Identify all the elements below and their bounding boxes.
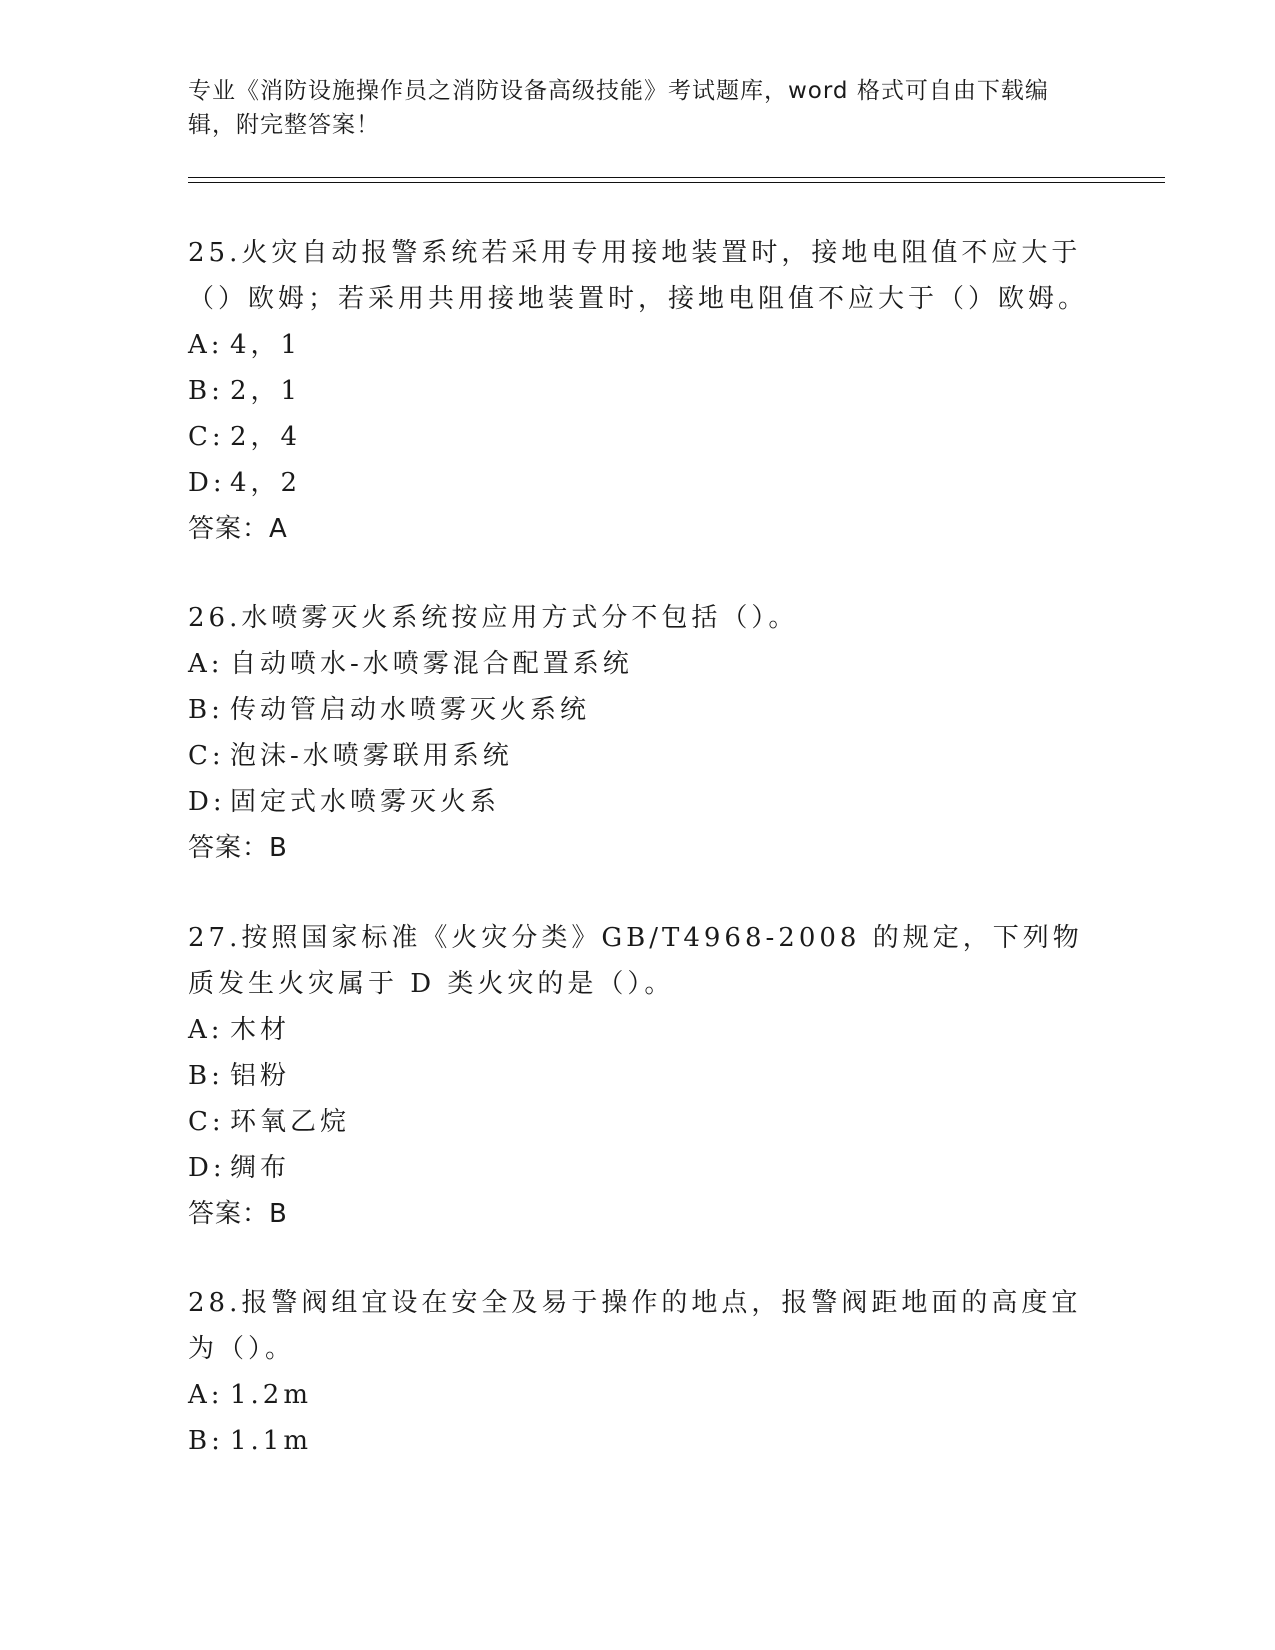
question-28 <box>188 1280 1088 1464</box>
option-c: C: 环氧乙烷 <box>188 1107 351 1137</box>
option-b: B: 2，1 <box>188 376 302 406</box>
option-c: C: 2，4 <box>188 422 302 452</box>
option-d: D: 绸布 <box>188 1153 291 1183</box>
header-rule-bottom <box>188 182 1165 183</box>
question-stem: 25.火灾自动报警系统若采用专用接地装置时，接地电阻值不应大于（）欧姆；若采用共用接地装置时，接地电阻值不应大于（）欧姆。 <box>188 238 1089 314</box>
answer-line: 答案：A <box>188 514 288 544</box>
option-a: A: 1.2m <box>188 1380 313 1410</box>
option-d: D: 固定式水喷雾灭火系 <box>188 787 501 817</box>
answer-line: 答案：B <box>188 1199 288 1229</box>
question-25 <box>188 230 1088 552</box>
answer-line: 答案：B <box>188 833 288 863</box>
option-b: B: 传动管启动水喷雾灭火系统 <box>188 695 591 725</box>
option-c: C: 泡沫-水喷雾联用系统 <box>188 741 513 771</box>
option-a: A: 4，1 <box>188 330 302 360</box>
option-a: A: 自动喷水-水喷雾混合配置系统 <box>188 649 633 679</box>
option-a: A: 木材 <box>188 1015 291 1045</box>
question-stem: 28.报警阀组宜设在安全及易于操作的地点，报警阀距地面的高度宜为（）。 <box>188 1288 1082 1364</box>
option-b: B: 1.1m <box>188 1426 313 1456</box>
option-b: B: 铝粉 <box>188 1061 291 1091</box>
document-header: 专业《消防设施操作员之消防设备高级技能》考试题库，word 格式可自由下载编辑，附完整答案！ <box>188 78 1049 138</box>
question-stem: 27.按照国家标准《火灾分类》GB/T4968-2008 的规定，下列物质发生火灾属于 D 类火灾的是（）。 <box>188 923 1083 999</box>
option-d: D: 4，2 <box>188 468 302 498</box>
header-rule-top <box>188 177 1165 178</box>
question-26 <box>188 595 1088 871</box>
question-stem: 26.水喷雾灭火系统按应用方式分不包括（）。 <box>188 603 799 633</box>
question-27 <box>188 915 1088 1237</box>
